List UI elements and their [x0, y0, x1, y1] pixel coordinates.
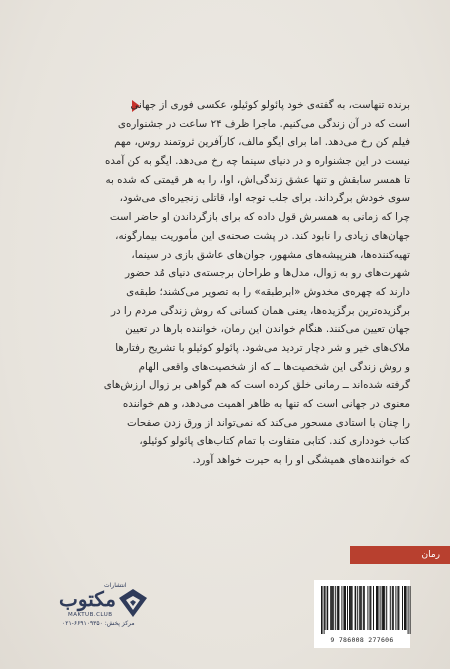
publisher-small-label: انتشارات [104, 582, 127, 589]
blurb-line: را چنان با استادی مسحور می‌کند که نمی‌تواند از ورق زدن صفحات [127, 416, 410, 429]
blurb-line: دارند که چهره‌ی مخدوش «ابرطبقه» را به تصویر می‌کشند؛ طبقه‌ی [126, 285, 410, 298]
blurb-text [103, 96, 410, 470]
isbn-number: 9 786008 277606 [330, 636, 394, 644]
blurb-line: است که در آن زندگی می‌کنیم. ماجرا ظرف ۲۴ ساعت در جشنواره‌ی [117, 117, 410, 130]
blurb-line: کتاب خودداری کند. کتابی متفاوت با تمام کتاب‌های پائولو کوئیلو، [139, 435, 410, 448]
blurb-line: برگزیده‌ترین برگزیده‌ها، یعنی همان کسانی که روش زندگی مردم را در [111, 304, 410, 317]
blurb-line: تا همسر سابقش و تنها عشق زندگی‌اش، اوا، را به هر قیمتی که شده به [105, 173, 410, 186]
blurb-line: که خواننده‌های همیشگی او را به حیرت خواهد آورد. [192, 454, 410, 467]
genre-badge: رمان [350, 546, 450, 564]
blurb-line: برنده تنهاست، به گفته‌ی خود پائولو کوئیلو، عکسی فوری از جهانی [130, 99, 410, 111]
publisher-emblem-icon [116, 586, 150, 620]
isbn-barcode [314, 580, 410, 648]
blurb-line: نیست در این جشنواره و در دنیای سینما چه رخ می‌دهد. ایگو به کن آمده [105, 155, 410, 168]
blurb-line: و روش زندگی این شخصیت‌ها ــ که از شخصیت‌های واقعی الهام [138, 360, 410, 373]
blurb-line: سوی خودش برگرداند. برای جلب توجه اوا، قاتلی زنجیره‌ای می‌شود، [119, 192, 410, 205]
blurb-line: جهان‌های زیادی را نابود کند. در پشت صحنه‌ی این مأموریت بیمارگونه، [115, 229, 410, 242]
blurb-line: معنوی در جهانی است که تنها به ظاهر اهمیت می‌دهد، و هم خواننده [122, 398, 410, 410]
publisher-phone: مرکز پخش: ۶۶۹۱۰۹۳۵۰-۰۲۱ [62, 620, 135, 627]
publisher-logo-block [42, 582, 162, 634]
blurb-line: فیلم کن رخ می‌دهد. اما برای ایگو مالف، کارآفرین ثروتمند روس، مهم [114, 136, 410, 149]
blurb-line: تهیه‌کننده‌ها، هنرپیشه‌های مشهور، جوان‌های عاشق بازی در سینما، [131, 248, 410, 261]
blurb-line: ملاک‌های خیر و شر دچار تردید می‌شود. پائولو کوئیلو با تشریح رفتارها [115, 341, 410, 354]
blurb-line: شهرت‌های رو به زوال، مدل‌ها و طراحان برجسته‌ی دنیای مُد حضور [125, 267, 410, 280]
blurb-line: گرفته شده‌اند ــ رمانی خلق کرده است که هم گواهی بر زوال ارزش‌های [103, 379, 410, 392]
publisher-name: مکتوب [59, 587, 116, 611]
publisher-website: MAKTUB.CLUB [68, 612, 113, 618]
blurb-line: چرا که زمانی به همسرش قول داده که برای بازگرداندن او حاضر است [109, 211, 410, 224]
blurb-line: جهان تعیین می‌کنند. هنگام خواندن این رمان، خواننده بارها در تعیین [125, 323, 410, 336]
barcode-icon [320, 586, 404, 634]
